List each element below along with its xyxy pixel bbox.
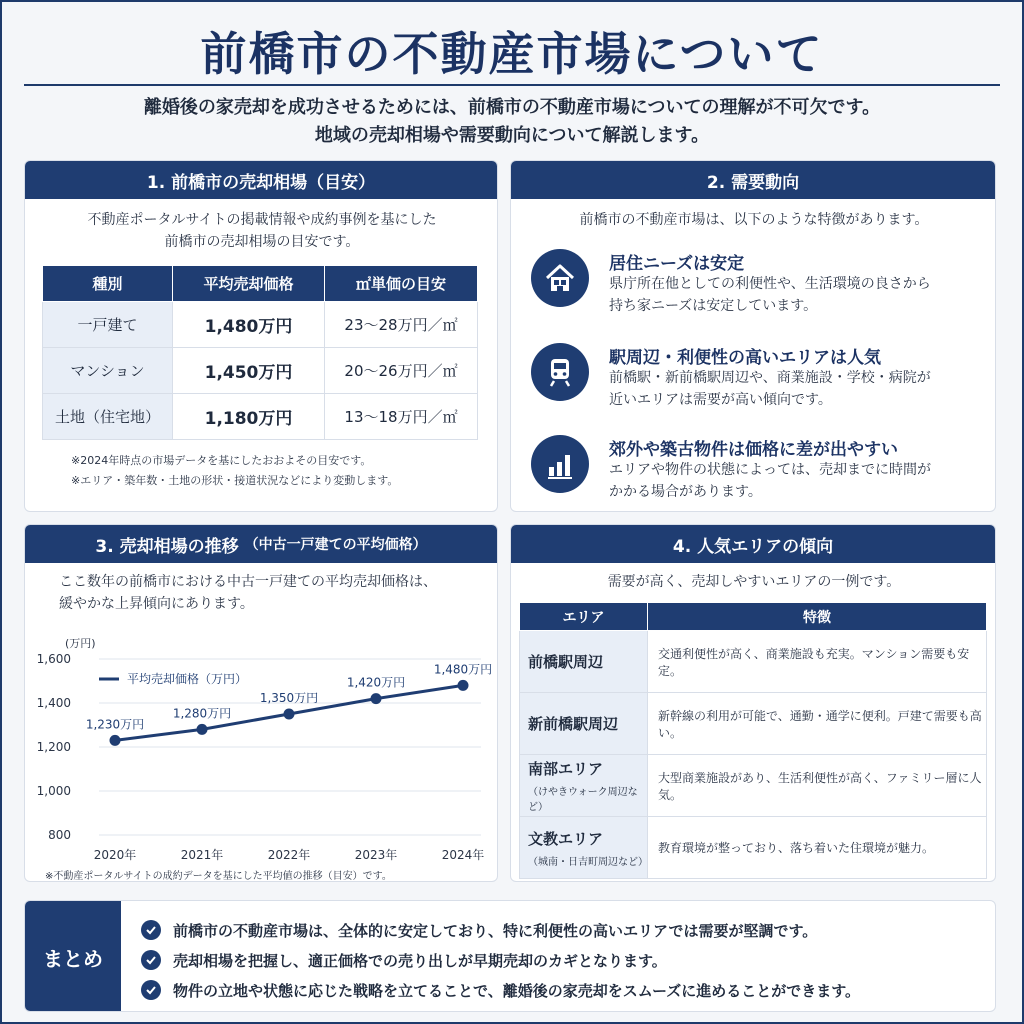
area-name: 前橋駅周辺 xyxy=(528,653,604,671)
title-divider xyxy=(24,84,1000,86)
lead-line: 前橋市の売却相場の目安です。 xyxy=(164,234,360,250)
note-line: ※2024年時点の市場データを基にしたおおよその目安です。 xyxy=(71,454,372,467)
summary-box xyxy=(24,900,996,1012)
feature-text xyxy=(609,367,979,411)
section-heading: 2. 需要動向 xyxy=(511,161,995,199)
section-heading-main: 3. 売却相場の推移 xyxy=(95,536,239,557)
column-header: 平均売却価格 xyxy=(173,266,325,302)
y-tick-label: 1,000 xyxy=(36,784,71,798)
feature-item xyxy=(531,249,981,329)
feature-text-line: エリアや物件の状態によっては、売却までに時間が xyxy=(609,462,931,478)
area-name-cell xyxy=(520,755,648,817)
section-sales-price xyxy=(24,160,498,512)
chart-note: ※不動産ポータルサイトの成約データを基にした平均値の推移（目安）です。 xyxy=(45,871,392,882)
table-row xyxy=(520,693,987,755)
feature-item xyxy=(531,435,981,512)
feature-item xyxy=(531,343,981,423)
summary-item xyxy=(141,945,860,975)
unit-price: 13〜18万円／㎡ xyxy=(325,394,478,440)
bar-chart-icon xyxy=(531,435,589,493)
intro-line: 地域の売却相場や需要動向について解説します。 xyxy=(314,125,710,146)
price-trend-chart xyxy=(25,611,498,882)
lead-line: 緩やかな上昇傾向にあります。 xyxy=(59,596,254,612)
data-point xyxy=(458,680,469,691)
unit-price: 23〜28万円／㎡ xyxy=(325,302,478,348)
area-feature: 教育環境が整っており、落ち着いた住環境が魅力。 xyxy=(648,817,987,879)
y-tick-label: 800 xyxy=(48,828,71,842)
table-row xyxy=(43,302,478,348)
section-heading: 4. 人気エリアの傾向 xyxy=(511,525,995,563)
data-point xyxy=(110,735,121,746)
summary-list xyxy=(141,915,860,1005)
lead-line: 不動産ポータルサイトの掲載情報や成約事例を基にした xyxy=(87,212,437,228)
y-tick-label: 1,600 xyxy=(36,652,71,666)
x-tick-label: 2023年 xyxy=(354,848,398,862)
area-name-cell xyxy=(520,693,648,755)
data-point xyxy=(197,724,208,735)
x-tick-label: 2022年 xyxy=(267,848,311,862)
area-feature: 大型商業施設があり、生活利便性が高く、ファミリー層に人気。 xyxy=(648,755,987,817)
section-lead: 前橋市の不動産市場は、以下のような特徴があります。 xyxy=(579,212,929,228)
data-label: 1,480万円 xyxy=(433,662,493,677)
table-row xyxy=(43,348,478,394)
table-row xyxy=(520,817,987,879)
section-popular-areas xyxy=(510,524,996,882)
page-title: 前橋市の不動産市場について xyxy=(200,27,824,81)
column-header: 特徴 xyxy=(648,603,987,631)
average-price: 1,480万円 xyxy=(173,302,325,348)
section-heading-sub: （中古一戸建ての平均価格） xyxy=(244,537,427,553)
section-lead xyxy=(25,209,498,253)
feature-title: 居住ニーズは安定 xyxy=(609,254,745,274)
summary-text: 物件の立地や状態に応じた戦略を立てることで、離婚後の家売却をスムーズに進めることができます。 xyxy=(173,981,861,1000)
section-price-trend xyxy=(24,524,498,882)
table-row xyxy=(520,755,987,817)
feature-title: 駅周辺・利便性の高いエリアは人気 xyxy=(609,348,881,368)
column-header: エリア xyxy=(520,603,648,631)
data-point xyxy=(371,693,382,704)
property-type: 土地（住宅地） xyxy=(43,394,173,440)
area-table xyxy=(519,602,987,879)
x-tick-label: 2020年 xyxy=(93,848,137,862)
summary-text: 前橋市の不動産市場は、全体的に安定しており、特に利便性の高いエリアでは需要が堅調です。 xyxy=(173,921,818,940)
average-price: 1,180万円 xyxy=(173,394,325,440)
x-tick-label: 2024年 xyxy=(441,848,485,862)
section-heading xyxy=(25,525,497,563)
y-tick-label: 1,400 xyxy=(36,696,71,710)
data-label: 1,230万円 xyxy=(85,717,145,732)
average-price: 1,450万円 xyxy=(173,348,325,394)
column-header: 種別 xyxy=(43,266,173,302)
intro-line: 離婚後の家売却を成功させるためには、前橋市の不動産市場についての理解が不可欠です。 xyxy=(143,97,881,118)
area-feature: 交通利便性が高く、商業施設も充実。マンション需要も安定。 xyxy=(648,631,987,693)
price-table xyxy=(42,265,478,440)
feature-text-line: 県庁所在他としての利便性や、生活環境の良さから xyxy=(609,276,931,292)
legend-label: 平均売却価格（万円） xyxy=(127,672,248,686)
feature-text xyxy=(609,273,979,317)
property-type: マンション xyxy=(43,348,173,394)
area-name-cell xyxy=(520,631,648,693)
section-lead: 需要が高く、売却しやすいエリアの一例です。 xyxy=(607,574,901,590)
unit-price: 20〜26万円／㎡ xyxy=(325,348,478,394)
area-note: （城南・日吉町周辺など） xyxy=(528,856,648,868)
check-icon xyxy=(141,920,161,940)
section-heading: 1. 前橋市の売却相場（目安） xyxy=(25,161,497,199)
summary-text: 売却相場を把握し、適正価格での売り出しが早期売却のカギとなります。 xyxy=(173,951,667,970)
summary-item xyxy=(141,975,860,1005)
feature-text-line: 持ち家ニーズは安定しています。 xyxy=(609,298,818,314)
feature-text xyxy=(609,459,979,503)
table-notes xyxy=(71,451,398,491)
train-icon xyxy=(531,343,589,401)
data-label: 1,420万円 xyxy=(346,675,406,690)
summary-item xyxy=(141,915,860,945)
table-row xyxy=(520,631,987,693)
house-icon xyxy=(531,249,589,307)
area-name: 文教エリア xyxy=(528,829,604,848)
area-note: （けやきウォーク周辺など） xyxy=(528,787,638,813)
area-feature: 新幹線の利用が可能で、通勤・通学に便利。戸建て需要も高い。 xyxy=(648,693,987,755)
property-type: 一戸建て xyxy=(43,302,173,348)
y-tick-label: 1,200 xyxy=(36,740,71,754)
x-tick-label: 2021年 xyxy=(180,848,224,862)
feature-text-line: 前橋駅・新前橋駅周辺や、商業施設・学校・病院が xyxy=(609,370,931,386)
area-name: 新前橋駅周辺 xyxy=(528,715,619,733)
check-icon xyxy=(141,950,161,970)
feature-text-line: かかる場合があります。 xyxy=(609,484,762,500)
intro-text xyxy=(0,94,1024,150)
section-lead xyxy=(59,571,498,615)
area-name: 南部エリア xyxy=(528,760,604,778)
check-icon xyxy=(141,980,161,1000)
lead-line: ここ数年の前橋市における中古一戸建ての平均売却価格は、 xyxy=(59,574,437,590)
data-label: 1,280万円 xyxy=(172,706,232,721)
note-line: ※エリア・築年数・土地の形状・接道状況などにより変動します。 xyxy=(71,474,399,487)
y-unit-label: (万円) xyxy=(65,637,96,650)
area-name-cell xyxy=(520,817,648,879)
summary-label: まとめ xyxy=(25,901,121,1012)
data-label: 1,350万円 xyxy=(259,691,319,705)
feature-title: 郊外や築古物件は価格に差が出やすい xyxy=(609,440,898,460)
column-header: ㎡単価の目安 xyxy=(325,266,478,302)
feature-text-line: 近いエリアは需要が高い傾向です。 xyxy=(609,392,832,408)
data-point xyxy=(284,709,295,720)
section-demand-trends xyxy=(510,160,996,512)
table-row xyxy=(43,394,478,440)
